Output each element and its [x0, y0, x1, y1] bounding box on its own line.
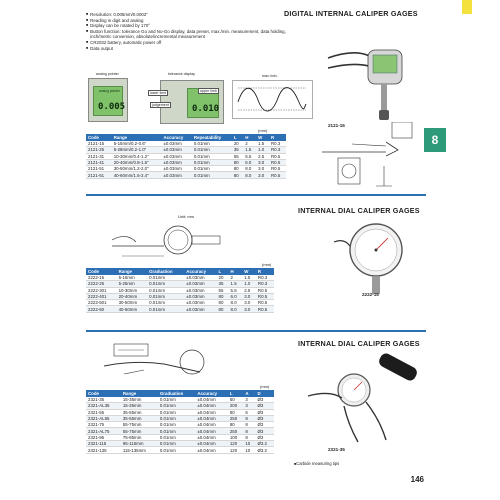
carbide-note: ■ Carbide measuring tips — [294, 461, 339, 466]
table-cell: 40-60mm — [117, 306, 148, 312]
table-cell: 0.01mm — [158, 422, 195, 428]
digital-model-label: 2121-15 — [328, 123, 345, 128]
col-accuracy: Accuracy — [161, 134, 191, 141]
table-cell: 20 — [232, 141, 243, 147]
table-cell: ±0.04mm — [195, 403, 228, 409]
table-cell: R0.5 — [269, 172, 286, 178]
digital-feature-list — [86, 12, 286, 51]
table-cell: 5-15mm — [117, 275, 148, 281]
col-r: R — [269, 134, 286, 141]
table-cell: 0.01mm — [192, 141, 232, 147]
table-cell: 5-15mm/0.2-0.6" — [112, 141, 162, 147]
table-cell: 80 — [217, 306, 229, 312]
table-cell: 2222-25 — [86, 281, 117, 287]
table-cell: 80 — [217, 300, 229, 306]
table-cell: R0.3 — [269, 141, 286, 147]
digital-caliper-image — [322, 40, 422, 122]
table-cell: R0.5 — [256, 287, 274, 293]
table-cell: 100 — [228, 434, 243, 440]
table-cell: 55 — [217, 287, 229, 293]
table-cell: 80 — [217, 293, 229, 299]
table-cell: Ø3 — [255, 403, 274, 409]
section-divider — [86, 330, 426, 332]
table-cell: 2121-41 — [86, 159, 112, 165]
table-cell: 10-30mm — [117, 287, 148, 293]
table-cell: 0.01mm — [158, 441, 195, 447]
table-cell: 0.01mm — [192, 159, 232, 165]
table-cell: 1.5 — [242, 275, 256, 281]
lcd-display-analog — [88, 78, 128, 122]
col-code: Code — [86, 390, 121, 397]
lcd-analog-pointer-label: analog pointer — [99, 89, 120, 93]
table-cell: 30-50mm/1.2-2.0" — [112, 166, 162, 172]
section-tab: 8 — [424, 128, 446, 152]
table-cell: 2121-25 — [86, 147, 112, 153]
table-cell: R0.3 — [256, 275, 274, 281]
table-cell: 3.0 — [242, 293, 256, 299]
col-range: Range — [112, 134, 162, 141]
feature-item: ■ Data output — [86, 46, 286, 52]
table-cell: 35 — [217, 281, 229, 287]
table-cell: 75-95mm — [121, 434, 158, 440]
table-cell: 2222-15 — [86, 275, 117, 281]
dial-table-body — [86, 275, 274, 313]
table-cell: 0.01mm — [147, 287, 184, 293]
table-cell: Ø3 — [255, 415, 274, 421]
dial2-section-title: INTERNAL DIAL CALIPER GAGES — [298, 339, 420, 348]
table-cell: R0.3 — [256, 281, 274, 287]
col-code: Code — [86, 134, 112, 141]
table-cell: Ø3 — [255, 428, 274, 434]
col-range: Range — [117, 268, 148, 275]
digital-spec-table — [86, 134, 286, 179]
table-cell: 3.0 — [256, 172, 269, 178]
col-h: H — [229, 268, 243, 275]
table-cell: 15-35mm — [121, 397, 158, 403]
table-cell: 3.0 — [256, 159, 269, 165]
table-cell: 15-35mm — [121, 403, 158, 409]
table-cell: 35-55mm — [121, 409, 158, 415]
dial2-spec-table — [86, 390, 274, 454]
upper-limit-label: upper limit — [200, 89, 217, 93]
table-cell: 2222-501 — [86, 300, 117, 306]
page-number: 146 — [410, 475, 424, 484]
table-cell: 6 — [243, 409, 255, 415]
table-cell: R0.5 — [269, 159, 286, 165]
table-cell: ±0.03mm — [161, 159, 191, 165]
table-cell: 8.0 — [229, 300, 243, 306]
table-cell: 0.01mm — [158, 434, 195, 440]
table-cell: 30-50mm — [117, 300, 148, 306]
table-row — [86, 172, 286, 178]
table-cell: 0.01mm — [147, 306, 184, 312]
table-cell: 3.0 — [256, 166, 269, 172]
corner-color-mark — [462, 0, 472, 14]
table-cell: 2321-135 — [86, 447, 121, 453]
table-cell: 80 — [228, 422, 243, 428]
table-cell: 80 — [232, 172, 243, 178]
table-cell: Ø3 — [255, 397, 274, 403]
analog-pointer-label: analog pointer — [96, 72, 119, 76]
table-cell: Ø3.2 — [255, 447, 274, 453]
table-cell: 2 — [243, 141, 256, 147]
table-cell: ±0.03mm — [184, 300, 216, 306]
table-cell: R0.3 — [269, 147, 286, 153]
dial-section-title: INTERNAL DIAL CALIPER GAGES — [298, 206, 420, 215]
lower-limit-label: lower limit — [150, 91, 166, 95]
table-cell: ±0.03mm — [184, 281, 216, 287]
table-cell: 20-40mm — [117, 293, 148, 299]
col-l: L — [232, 134, 243, 141]
table-cell: 200 — [228, 403, 243, 409]
table-cell: Ø3 — [255, 434, 274, 440]
col-r: R — [256, 268, 274, 275]
table-cell: 8.0 — [243, 172, 256, 178]
col-code: Code — [86, 268, 117, 275]
table-cell: ±0.03mm — [184, 287, 216, 293]
table-cell: 0.01mm — [147, 275, 184, 281]
table-cell: 8.0 — [229, 306, 243, 312]
dial-model-label: 2222-15 — [362, 292, 379, 297]
table-row — [86, 447, 274, 453]
table-cell: 10 — [243, 447, 255, 453]
table-row — [86, 306, 274, 312]
table-cell: 2321-AL35 — [86, 403, 121, 409]
max-min-diagram — [232, 80, 314, 120]
table-cell: 2121-15 — [86, 141, 112, 147]
table-cell: 55-75mm — [121, 422, 158, 428]
table-cell: 2121-61 — [86, 172, 112, 178]
max-min-label: max./min. — [262, 74, 278, 78]
table-cell: 250 — [228, 415, 243, 421]
table-cell: 95-115mm — [121, 441, 158, 447]
table-cell: 0.01mm — [192, 172, 232, 178]
table-cell: Ø3 — [255, 409, 274, 415]
digital-dimension-diagram — [322, 122, 422, 194]
table-cell: R0.5 — [269, 153, 286, 159]
table-cell: ±0.03mm — [161, 172, 191, 178]
feature-item: ■ Display can be rotated by 170° — [86, 23, 286, 29]
table-cell: ±0.03mm — [161, 147, 191, 153]
table-cell: R0.5 — [256, 300, 274, 306]
table-cell: 55-75mm — [121, 428, 158, 434]
table-cell: ±0.04mm — [195, 415, 228, 421]
dial2-dimension-diagram — [104, 340, 216, 388]
table-cell: 55 — [232, 153, 243, 159]
lcd-reading: 0.005 — [98, 102, 126, 112]
table-cell: 8.0 — [243, 166, 256, 172]
table-cell: 1.5 — [256, 141, 269, 147]
table-cell: 250 — [228, 428, 243, 434]
feature-item: ■ CR2032 battery, automatic power off — [86, 40, 286, 46]
table-cell: 8 — [243, 415, 255, 421]
table-cell: ±0.04mm — [195, 409, 228, 415]
col-graduation: Graduation — [158, 390, 195, 397]
table-cell: 2222-401 — [86, 293, 117, 299]
table-cell: 3 — [243, 403, 255, 409]
table-cell: R0.5 — [256, 293, 274, 299]
table-cell: 0.01mm — [147, 293, 184, 299]
table-cell: 2.5 — [256, 153, 269, 159]
table-cell: 8 — [243, 422, 255, 428]
feature-item: ■ Button function: tolerance Go and No-Go display, data preset, max./min. measurement, data holding, inch/metric conversion, absolute/incremental measurement — [86, 29, 286, 40]
table-cell: 0.01mm — [147, 300, 184, 306]
table-cell: 5.5 — [243, 153, 256, 159]
table-cell: ±0.03mm — [161, 153, 191, 159]
table-cell: 80 — [232, 166, 243, 172]
table-cell: 120 — [228, 447, 243, 453]
table-cell: 2121-31 — [86, 153, 112, 159]
col-h: H — [243, 134, 256, 141]
table-cell: 2321-35 — [86, 397, 121, 403]
table-cell: 50 — [228, 397, 243, 403]
table-cell: 0.01mm — [192, 153, 232, 159]
dial-table-unit: (mm) — [262, 262, 272, 267]
table-cell: 0.01mm — [192, 147, 232, 153]
section-divider — [86, 194, 426, 196]
table-cell: Ø3.2 — [255, 441, 274, 447]
table-cell: 2.5 — [242, 287, 256, 293]
tolerance-display-label: tolerance display — [168, 72, 195, 76]
table-cell: 2222-60 — [86, 306, 117, 312]
table-cell: 6.0 — [243, 159, 256, 165]
table-cell: 35 — [232, 147, 243, 153]
col-l: L — [228, 390, 243, 397]
table-cell: 2 — [229, 275, 243, 281]
table-cell: 115-135mm — [121, 447, 158, 453]
table-cell: 10 — [243, 441, 255, 447]
table-cell: ±0.03mm — [161, 141, 191, 147]
col-repeatability: Repeatability — [192, 134, 232, 141]
table-cell: 5-28mm/0.2-1.0" — [112, 147, 162, 153]
dial-spec-table — [86, 268, 274, 313]
table-cell: 35-55mm — [121, 415, 158, 421]
table-cell: 120 — [228, 441, 243, 447]
table-cell: 10-30mm/0.4-1.2" — [112, 153, 162, 159]
table-cell: 2321-55 — [86, 409, 121, 415]
table-cell: 6.0 — [229, 293, 243, 299]
table-cell: ±0.03mm — [184, 306, 216, 312]
table-cell: 0.01mm — [158, 415, 195, 421]
dial-dimension-diagram — [112, 212, 228, 272]
table-cell: 5-25mm — [117, 281, 148, 287]
dial2-table-unit: (mm) — [260, 384, 270, 389]
table-cell: 2321-75 — [86, 422, 121, 428]
table-cell: 20-40mm/0.8-1.6" — [112, 159, 162, 165]
col-d: D — [255, 390, 274, 397]
dial2-model-label: 2321-35 — [328, 447, 345, 452]
table-cell: 1.0 — [256, 147, 269, 153]
table-cell: 0.01mm — [158, 447, 195, 453]
table-cell: ±0.04mm — [195, 434, 228, 440]
feature-item: ■ Resolution: 0.005mm/0.0002" — [86, 12, 286, 18]
table-cell: 0.01mm — [147, 281, 184, 287]
feature-item: ■ Reading in digit and analog — [86, 18, 286, 24]
table-cell: ±0.04mm — [195, 441, 228, 447]
table-cell: ±0.04mm — [195, 422, 228, 428]
table-cell: 0.01mm — [158, 397, 195, 403]
table-cell: ±0.03mm — [184, 293, 216, 299]
table-cell: ±0.04mm — [195, 397, 228, 403]
table-cell: 3.0 — [242, 306, 256, 312]
table-cell: R0.5 — [256, 306, 274, 312]
judgement-label: judgement — [152, 103, 169, 107]
table-cell: 0.01mm — [158, 428, 195, 434]
table-cell: 2321-95 — [86, 434, 121, 440]
table-cell: 0.01mm — [192, 166, 232, 172]
table-cell: R0.5 — [269, 166, 286, 172]
table-cell: 8 — [243, 434, 255, 440]
table-cell: 1.5 — [243, 147, 256, 153]
table-cell: 80 — [228, 409, 243, 415]
table-cell: Ø3 — [255, 422, 274, 428]
col-accuracy: Accuracy — [195, 390, 228, 397]
table-cell: ±0.04mm — [195, 447, 228, 453]
digital-table-unit: (mm) — [258, 128, 268, 133]
col-a: A — [243, 390, 255, 397]
digital-table-body — [86, 141, 286, 179]
table-cell: 2321-AL75 — [86, 428, 121, 434]
table-cell: 1.0 — [242, 281, 256, 287]
table-cell: 40-60mm/1.6-2.4" — [112, 172, 162, 178]
table-cell: 0.01mm — [158, 403, 195, 409]
col-w: W — [256, 134, 269, 141]
table-cell: 3.0 — [242, 300, 256, 306]
col-accuracy: Accuracy — [184, 268, 216, 275]
digital-section-title: DIGITAL INTERNAL CALIPER GAGES — [284, 9, 418, 18]
table-cell: 0.01mm — [158, 409, 195, 415]
table-cell: 80 — [232, 159, 243, 165]
table-cell: ±0.04mm — [195, 428, 228, 434]
dial2-caliper-image — [300, 350, 424, 450]
dial-dimension-unit: Unit: mm — [178, 214, 194, 219]
table-cell: 8 — [243, 428, 255, 434]
table-cell: 2321-AL55 — [86, 415, 121, 421]
dial-caliper-image — [330, 216, 420, 296]
col-graduation: Graduation — [147, 268, 184, 275]
dial2-table-body — [86, 397, 274, 454]
table-cell: 2222-301 — [86, 287, 117, 293]
table-cell: 20 — [217, 275, 229, 281]
table-cell: 3 — [243, 397, 255, 403]
table-cell: 5.5 — [229, 287, 243, 293]
table-cell: ±0.03mm — [184, 275, 216, 281]
table-cell: 2321-115 — [86, 441, 121, 447]
table-cell: ±0.03mm — [161, 166, 191, 172]
col-w: W — [242, 268, 256, 275]
col-range: Range — [121, 390, 158, 397]
table-cell: 2121-51 — [86, 166, 112, 172]
table-cell: 1.5 — [229, 281, 243, 287]
col-l: L — [217, 268, 229, 275]
lcd-reading: 0.010 — [192, 104, 220, 114]
